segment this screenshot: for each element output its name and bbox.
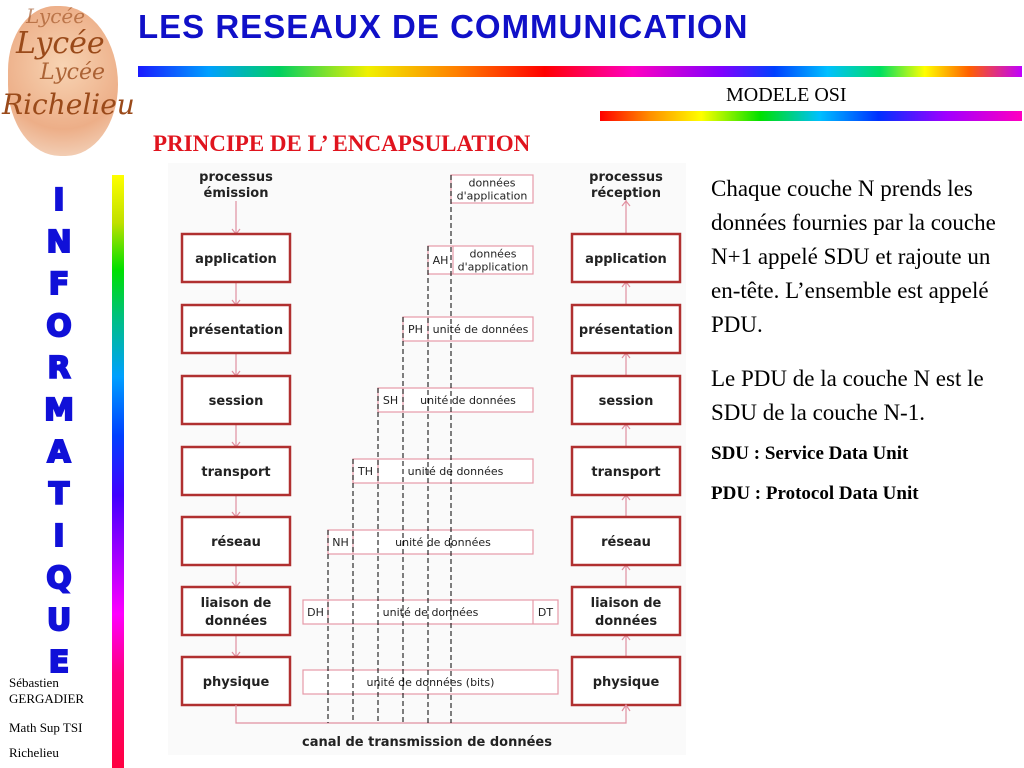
sidebar-letter: I: [53, 519, 67, 554]
sidebar-letter: F: [48, 267, 72, 302]
author-school: Richelieu: [9, 745, 59, 760]
packet-data-label: unité de données: [432, 323, 529, 336]
right-layer-label: données: [594, 614, 658, 629]
subtitle-rainbow-divider: [600, 111, 1022, 121]
explanation-panel: [711, 172, 1011, 506]
sdu-definition: SDU : Service Data Unit: [711, 443, 909, 464]
pdu-definition: PDU : Protocol Data Unit: [711, 483, 919, 504]
slide-subtitle: MODELE OSI: [726, 84, 847, 106]
left-layer-label: réseau: [211, 535, 261, 550]
left-layer-label: physique: [202, 675, 270, 690]
sidebar-letter: N: [46, 225, 74, 260]
packet-data-label: unité de données (bits): [366, 676, 495, 689]
sidebar-letter: M: [44, 393, 76, 428]
left-header-line: processus: [199, 170, 273, 185]
right-layer-label: application: [585, 252, 667, 267]
packet-data-label: données: [469, 247, 517, 261]
school-logo: [0, 0, 135, 170]
sidebar-vertical-word: [30, 183, 90, 680]
sidebar-letter: U: [46, 603, 74, 638]
right-layer-label: présentation: [578, 323, 674, 338]
packet-header: DH: [307, 606, 324, 619]
packet-trailer: DT: [537, 606, 554, 619]
sidebar-letter: E: [48, 645, 72, 680]
title-rainbow-divider: [138, 66, 1022, 77]
right-header-line: réception: [591, 186, 661, 201]
left-layer-label: transport: [201, 465, 271, 480]
channel-line: [236, 705, 626, 723]
author-name: Sébastien GERGADIER: [9, 675, 85, 706]
packet-data-label: unité de données: [382, 606, 479, 619]
left-layer-label: présentation: [188, 323, 284, 338]
packet-header: PH: [408, 323, 423, 336]
logo-text-line-4: Richelieu: [2, 88, 135, 121]
right-layer-label: transport: [591, 465, 661, 480]
right-header-line: processus: [589, 170, 663, 185]
author-class: Math Sup TSI: [9, 720, 83, 735]
packet-data-label: données: [468, 176, 516, 190]
right-layer-label: réseau: [601, 535, 651, 550]
packet-header: SH: [382, 394, 399, 407]
sidebar-letter: I: [53, 183, 67, 218]
packet-data-label: unité de données: [407, 465, 504, 478]
packet-data-label: unité de données: [420, 394, 516, 407]
sidebar-letter: R: [47, 351, 73, 386]
section-title: PRINCIPE DE L’ ENCAPSULATION: [153, 131, 531, 156]
left-layer-label: données: [204, 614, 268, 629]
slide-title: LES RESEAUX DE COMMUNICATION: [138, 8, 749, 45]
right-layer-label: liaison de: [590, 596, 662, 611]
left-layer-label: liaison de: [200, 596, 272, 611]
packet-header: NH: [332, 536, 349, 549]
sidebar-letter: T: [48, 477, 72, 512]
encapsulation-svg: [168, 163, 686, 755]
explanation-paragraph-sdu-pdu: Chaque couche N prends les données fournies par la couche N+1 appelé SDU et rajoute un en-tête. L’ensemble est appelé PDU.: [711, 176, 996, 337]
right-layer-label: physique: [592, 675, 660, 690]
logo-text-line-2: Lycée: [16, 26, 105, 61]
sidebar-letter: O: [46, 309, 74, 344]
left-layer-label: session: [208, 394, 264, 409]
left-layer-label: application: [195, 252, 277, 267]
logo-text-line-3: Lycée: [40, 60, 106, 85]
sidebar-rainbow-bar: [112, 175, 124, 768]
encapsulation-diagram: [168, 163, 686, 755]
sidebar-letter: A: [47, 435, 73, 470]
logo-text-line-1: Lycée: [26, 4, 86, 28]
packet-data-label: d'application: [456, 189, 528, 203]
left-header-line: émission: [203, 186, 269, 201]
explanation-paragraph-layer-relation: Le PDU de la couche N est le SDU de la couche N-1.: [711, 366, 984, 425]
packet-data-label: d'application: [457, 260, 529, 274]
sidebar-letter: Q: [46, 561, 74, 596]
channel-label: canal de transmission de données: [302, 735, 552, 750]
right-layer-label: session: [598, 394, 654, 409]
packet-header: AH: [432, 254, 449, 267]
packet-data-label: unité de données: [395, 536, 491, 549]
packet-header: TH: [358, 465, 373, 478]
